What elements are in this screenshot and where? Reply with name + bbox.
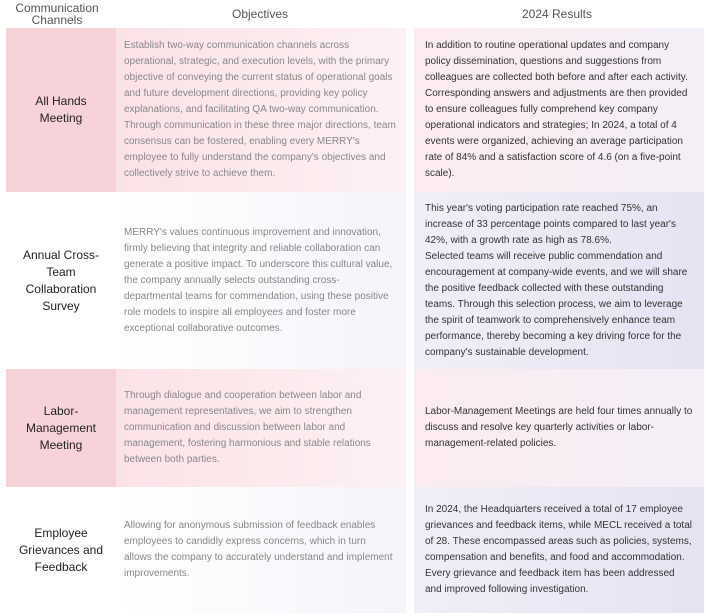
header-objectives: Objectives	[231, 7, 289, 21]
result-cell	[414, 192, 704, 369]
result-cell: In addition to routine operational updates and company policy dissemination, questions and suggestions from colleagues are collected both before and after each activity. Corresponding answers and adjustments are then provided to ensure colleagues fully comprehend key company operational indicators and strategies; In 2024, a total of 4 events were organized, achieving an average participation rate of 84% and a satisfaction score of 4.6 (on a five-point scale).	[414, 28, 704, 192]
table-row	[0, 28, 706, 192]
channel-cell: All Hands Meeting	[6, 28, 116, 192]
table-row	[0, 487, 706, 613]
table-row	[0, 369, 706, 487]
result-paragraph: This year's voting participation rate reached 75%, an increase of 33 percentage points compared to last year's 42%, with a growth rate as high as 78.6%.	[425, 202, 676, 246]
objective-cell: Allowing for anonymous submission of feedback enables employees to candidly express concerns, which in turn allows the company to accurately understand and implement improvements.	[116, 487, 406, 613]
objective-cell: MERRY's values continuous improvement and innovation, firmly believing that integrity and reliable collaboration can generate a positive impact. To underscore this cultural value, the company annually selects outstanding cross-departmental teams for commendation, using these positive role models to inspire all employees and foster more exceptional collaborative outcomes.	[116, 192, 406, 369]
result-paragraph: Selected teams will receive public commendation and encouragement at company-wide events, and we will share the positive feedback collected with these outstanding teams. Through this selection process, we aim to leverage the spirit of teamwork to comprehensively enhance team performance, thereby becoming a key driving force for the company's sustainable development.	[425, 250, 688, 358]
table-row	[0, 192, 706, 369]
header-channels: Communication Channels	[15, 1, 99, 27]
result-cell: In 2024, the Headquarters received a total of 17 employee grievances and feedback items, while MECL received a total of 28. These encompassed areas such as policies, systems, compensation and benefits, and food and accommodation. Every grievance and feedback item has been addressed and improved following investigation.	[414, 487, 704, 613]
objective-cell: Through dialogue and cooperation between labor and management representatives, we aim to strengthen communication and discussion between labor and management, fostering harmonious and stable relations between both parties.	[116, 369, 406, 487]
header-results: 2024 Results	[521, 7, 593, 21]
channel-cell: Annual Cross-Team Collaboration Survey	[6, 192, 116, 369]
result-cell: Labor-Management Meetings are held four times annually to discuss and resolve key quarterly activities or labor-management-related policies.	[414, 369, 704, 487]
objective-cell: Establish two-way communication channels across operational, strategic, and execution levels, with the primary objective of conveying the current status of operational goals and future development directions, providing key policy explanations, and facilitating QA two-way communication. Through communication in these three major directions, team consensus can be fostered, enabling every MERRY's employee to fully understand the company's objectives and collectively strive to achieve them.	[116, 28, 406, 192]
channel-cell: Employee Grievances and Feedback	[6, 487, 116, 613]
channel-cell: Labor-Management Meeting	[6, 369, 116, 487]
